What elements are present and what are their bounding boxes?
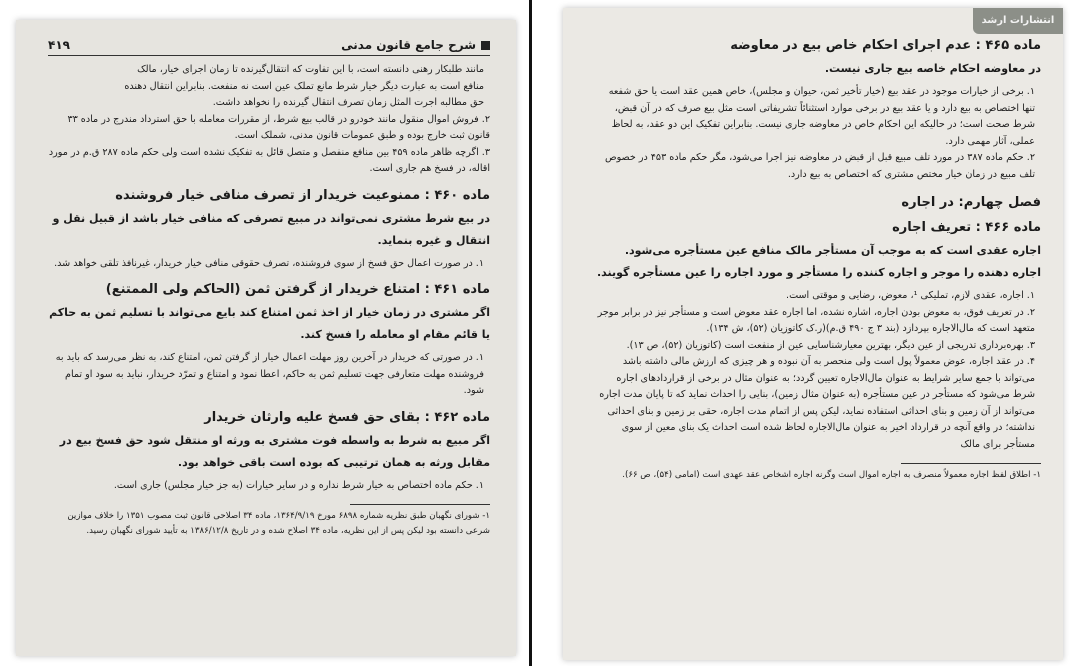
article-466-note: ۴. در عقد اجاره، عوض معمولاً پول است ولی منحصر به آن نبوده و هر چیزی که ارزش مالی داشته باشد می‌تواند با جمع سایر شرایط به عنوان مال‌الاجاره تعیین گردد؛ به عنوان مثال در برخی از قراردادهای اجاره شرط می‌شود که مستأجر در عین مستأجره (به عنوان مثال زمین)، بنایی را احداث نماید که تا پایان مدت اجاره می‌تواند از آن زمین و بنای احداثی استفاده نماید، لیکن پس از اتمام مدت اجاره، حقی بر زمین و بنای احداثی نداشته؛ در واقع آنچه در قرارداد اخیر به عنوان مال‌الاجاره لحاظ شده است احداث یک بنای معین از سوی مستأجر برای مالک — [599, 356, 1035, 450]
right-page-content — [593, 38, 1041, 652]
right-book-page — [563, 8, 1063, 660]
square-bullet-icon — [481, 41, 490, 50]
article-465-text: در معاوضه احکام خاصه بیع جاری نیست. — [824, 62, 1041, 75]
left-book-page — [16, 20, 516, 656]
intro-line: منافع است به عبارت دیگر خیار شرط مانع تملک عین است نه منفعت. بنابراین انتقال دهنده — [124, 80, 484, 92]
left-page-content — [48, 38, 490, 648]
footnote: ۱- شورای نگهبان طبق نظریه شماره ۶۸۹۸ مورخ ۱۳۶۴/۹/۱۹، ماده ۳۴ اصلاحی قانون ثبت مصوب ۱۳۵۱ را خلاف موازین شرعی دانسته بود لیکن پس از این نظریه، ماده ۳۴ اصلاح شده و در تاریخ ۱۳۸۶/۱۲/۸ به تأیید شورای نگهبان رسید. — [67, 511, 490, 536]
left-page-header — [48, 38, 490, 56]
article-466-title: ماده ۴۶۶ : تعریف اجاره — [892, 220, 1041, 235]
intro-line: مانند طلبکار رهنی دانسته است، با این تفاوت که انتقال‌گیرنده تا زمان اجرای خیار، مالک — [137, 64, 484, 75]
article-465-note: ۲. حکم ماده ۳۸۷ در مورد تلف مبیع قبل از قبض در معاوضه نیز اجرا می‌شود، مگر حکم ماده ۴۵۳ در خصوص تلف مبیع در زمان خیار مختص مشتری که اختصاص به بیع دارد. — [604, 152, 1035, 180]
article-460-title: ماده ۴۶۰ : ممنوعیت خریدار از تصرف منافی خیار فروشنده — [115, 187, 490, 203]
footnote-rule — [901, 463, 1041, 464]
publisher-corner-tab: انتشارات ارشد — [973, 8, 1063, 34]
header-title: شرح جامع قانون مدنی — [341, 38, 476, 52]
chapter-title: فصل چهارم: در اجاره — [901, 195, 1041, 210]
intro-line: حق مطالبه اجرت المثل زمان تصرف انتقال گیرنده را نخواهد داشت. — [212, 97, 484, 108]
article-460-text: در بیع شرط مشتری نمی‌تواند در مبیع تصرفی که منافی خیار باشد از قبیل نقل و انتقال و غیره بنماید. — [52, 211, 490, 247]
article-461-note: ۱. در صورتی که خریدار در آخرین روز مهلت اعمال خیار از گرفتن ثمن، امتناع کند، به نظر می‌رسد که باید به فروشنده مهلت متعارفی جهت تسلیم ثمن به حاکم، اعطا نمود و امتناع و تمرّد خریدار، نباید به سود او تمام شود. — [55, 352, 484, 396]
article-462-title: ماده ۴۶۲ : بقای حق فسخ علیه وارثان خریدار — [204, 409, 490, 425]
article-461-text: اگر مشتری در زمان خیار از اخذ ثمن امتناع کند بایع می‌تواند با تسلیم ثمن به حاکم یا قائم مقام او معامله را فسخ کند. — [49, 306, 490, 341]
numbered-note: ۳. اگرچه ظاهر ماده ۴۵۹ بین منافع منفصل و متصل قائل به تفکیک نشده است ولی حکم ماده ۲۸۷ ق.م در مورد اقاله، در فسخ هم جاری است. — [48, 146, 490, 174]
article-462-text: اگر مبیع به شرط به واسطه فوت مشتری به ورثه او منتقل شود حق فسخ بیع در مقابل ورثه به همان ترتیبی که بوده است باقی خواهد بود. — [59, 433, 490, 469]
header-title-wrap — [341, 38, 490, 52]
article-465-title: ماده ۴۶۵ : عدم اجرای احکام خاص بیع در معاوضه — [730, 38, 1041, 53]
footnote: ۱- اطلاق لفظ اجاره معمولاً منصرف به اجاره اموال است وگرنه اجاره اشخاص عقد عهدی است (امامی (۵۴)، ص ۶۶). — [622, 470, 1041, 480]
article-460-note: ۱. در صورت اعمال حق فسخ از سوی فروشنده، تصرف حقوقی منافی خیار خریدار، غیرنافذ تلقی خواهد شد. — [54, 257, 484, 269]
article-466-text: اجاره عقدی است که به موجب آن مستأجر مالک منافع عین مستأجره می‌شود. اجاره دهنده را موجر و اجاره کننده را مستأجر و مورد اجاره را عین مستأجره گویند. — [596, 244, 1041, 279]
page-divider — [529, 0, 532, 666]
article-466-note: ۲. در تعریف فوق، به معوض بودن اجاره، اشاره نشده، اما اجاره عقد معوض است و مستأجر نیز در برابر موجر متعهد است که مال‌الاجاره بپردازد (بند ۳ ج ۴۹۰ ق.م)(ر.ک کاتوزیان (۵۲)، ش ۱۳۴). — [597, 306, 1035, 334]
article-465-note: ۱. برخی از خیارات موجود در عقد بیع (خیار تأخیر ثمن، حیوان و مجلس)، خاص همین عقد است یا حق شفعه تنها اختصاص به بیع دارد و یا عقد بیع در برخی موارد استثنائاً تشریفاتی است مثل بیع صرف که در آن قبض، شرط صحت است؛ در حالیکه این احکام خاص در معاوضه جاری نیست. بنابراین تفکیک این دو عقد، به لحاظ عملی، آثار مهمی دارد. — [608, 86, 1035, 147]
article-461-title: ماده ۴۶۱ : امتناع خریدار از گرفتن ثمن (الحاکم ولی الممتنع) — [105, 282, 490, 297]
article-466-note: ۳. بهره‌برداری تدریجی از عین دیگر، بهترین معیارشناسایی عین از منفعت است (کاتوزیان (۵۲)، ص ۱۳). — [626, 339, 1035, 351]
page-number: ۴۱۹ — [48, 38, 70, 52]
article-466-note: ۱. اجاره، عقدی لازم، تملیکی ¹، معوض، رضایی و موقتی است. — [786, 290, 1035, 301]
article-462-note: ۱. حکم ماده اختصاص به خیار شرط نداره و در سایر خیارات (به جز خیار مجلس) جاری است. — [113, 479, 484, 491]
numbered-note: ۲. فروش اموال منقول مانند خودرو در قالب بیع شرط، از مقررات معامله با حق استرداد مندرج در ماده ۳۳ قانون ثبت خارج بوده و طبق عمومات قانون مدنی، شملک است. — [67, 113, 490, 141]
footnote-rule — [350, 504, 490, 505]
